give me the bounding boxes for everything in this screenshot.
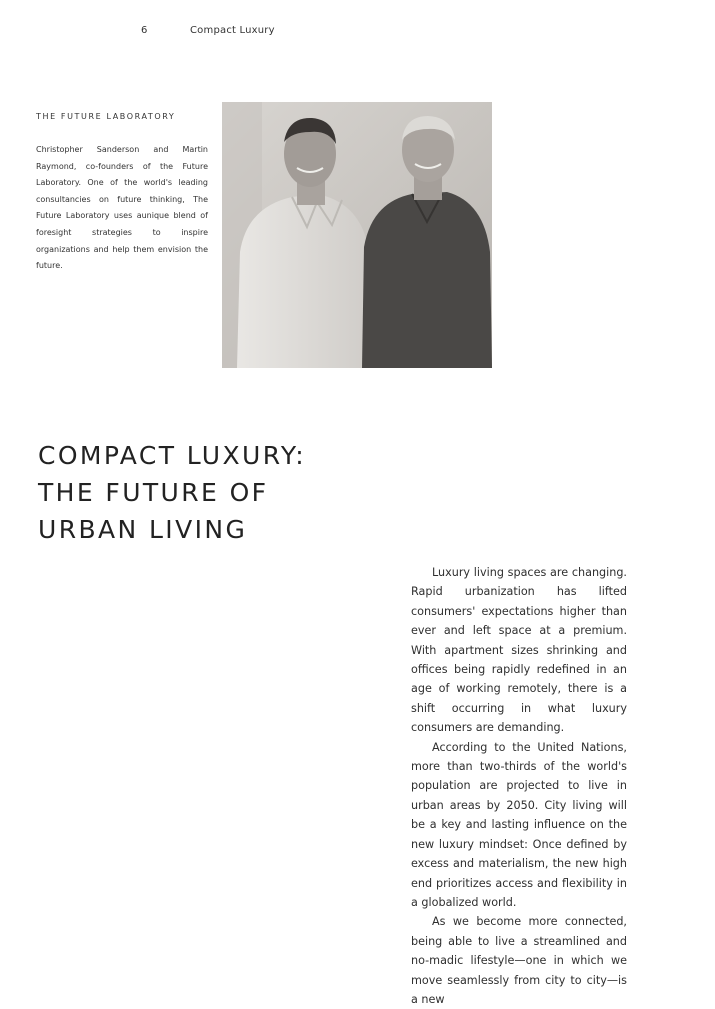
portrait-photo xyxy=(222,102,492,368)
headline-line: URBAN LIVING xyxy=(38,515,248,544)
body-paragraph: Luxury living spaces are changing. Rapid urbanization has lifted consumers' expectations higher than ever and left space at a premium. With apartment sizes shrinking and offices being rapidly redefined in an age of working remotely, there is a shift occurring in what luxury consumers are demanding. xyxy=(411,566,627,735)
body-text xyxy=(411,563,627,1009)
page-number: 6 xyxy=(141,25,148,36)
body-paragraph: As we become more connected, being able to live a streamlined and no-madic lifestyle—one in which we move seamlessly from city to city—is a new xyxy=(411,915,627,1006)
headline-line: COMPACT LUXURY: xyxy=(38,441,307,470)
running-head-title: Compact Luxury xyxy=(190,25,275,36)
body-paragraph: According to the United Nations, more than two-thirds of the world's population are projected to live in urban areas by 2050. City living will be a key and lasting influence on the new luxury mindset: Once defined by excess and materialism, the new high end prioritizes access and flexibility in a globalized world. xyxy=(411,740,627,909)
sidebar xyxy=(36,112,208,275)
running-head xyxy=(141,25,275,36)
section-label: THE FUTURE LABORATORY xyxy=(36,112,176,121)
headline xyxy=(38,437,306,548)
headline-line: THE FUTURE OF xyxy=(38,478,269,507)
portrait-photo-icon xyxy=(222,102,492,368)
photo-caption: Christopher Sanderson and Martin Raymond, co-founders of the Future Laboratory. One of the world's leading consultancies on future thinking, The Future Laboratory uses aunique blend of foresight strategies to inspire organizations and help them envision the future. xyxy=(36,145,208,271)
